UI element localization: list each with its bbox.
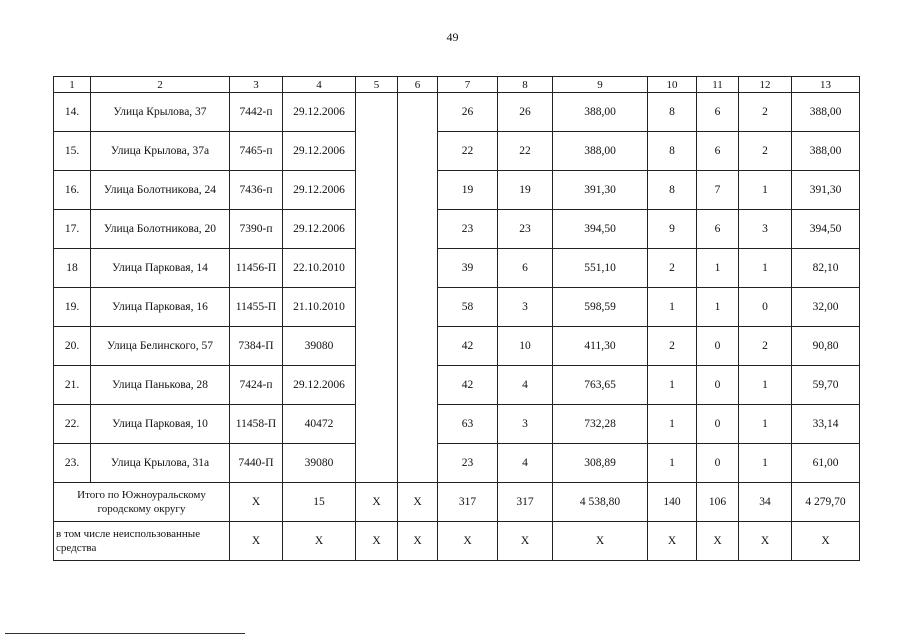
table-cell: 3: [739, 210, 792, 249]
table-cell: 388,00: [792, 132, 860, 171]
total-cell: Х: [356, 483, 398, 522]
total-cell: 140: [648, 483, 697, 522]
table-cell: 11458-П: [230, 405, 283, 444]
table-cell: 10: [498, 327, 553, 366]
table-cell: 1: [739, 249, 792, 288]
column-number: 11: [697, 77, 739, 93]
table-cell: 2: [739, 327, 792, 366]
table-cell: 32,00: [792, 288, 860, 327]
unused-funds-cell: Х: [398, 522, 438, 561]
table-row: [54, 210, 860, 249]
table-cell: 6: [697, 210, 739, 249]
table-cell: 1: [739, 444, 792, 483]
table-cell: 11455-П: [230, 288, 283, 327]
table-cell: 732,28: [553, 405, 648, 444]
column-number: 8: [498, 77, 553, 93]
table-cell: 391,30: [553, 171, 648, 210]
table-row: [54, 327, 860, 366]
table-cell: 39080: [283, 444, 356, 483]
unused-funds-cell: Х: [230, 522, 283, 561]
table-row: [54, 288, 860, 327]
table-row: [54, 249, 860, 288]
column-number-row: [54, 77, 860, 93]
table-cell: Улица Белинского, 57: [91, 327, 230, 366]
table-cell: Улица Крылова, 37: [91, 93, 230, 132]
table-cell: 598,59: [553, 288, 648, 327]
table-cell: 2: [739, 93, 792, 132]
table-cell: 16.: [54, 171, 91, 210]
table-cell: 29.12.2006: [283, 171, 356, 210]
table-cell: 11456-П: [230, 249, 283, 288]
column-number: 12: [739, 77, 792, 93]
table-cell: 391,30: [792, 171, 860, 210]
table-cell: 40472: [283, 405, 356, 444]
table-cell: 308,89: [553, 444, 648, 483]
table-cell: 20.: [54, 327, 91, 366]
table-cell: 0: [739, 288, 792, 327]
table-cell: 29.12.2006: [283, 93, 356, 132]
table-cell: 23: [438, 210, 498, 249]
table-cell: 7440-П: [230, 444, 283, 483]
table-cell: 21.10.2010: [283, 288, 356, 327]
unused-funds-cell: Х: [438, 522, 498, 561]
page-number: 49: [446, 30, 459, 44]
data-table: [53, 76, 860, 561]
unused-funds-cell: Х: [498, 522, 553, 561]
table-cell: 3: [498, 288, 553, 327]
total-cell: Х: [398, 483, 438, 522]
table-cell: 551,10: [553, 249, 648, 288]
table-cell: Улица Парковая, 10: [91, 405, 230, 444]
table-cell: 7390-п: [230, 210, 283, 249]
table-cell: 388,00: [792, 93, 860, 132]
table-row: [54, 444, 860, 483]
table-cell: 17.: [54, 210, 91, 249]
unused-funds-cell: Х: [283, 522, 356, 561]
column-number: 6: [398, 77, 438, 93]
table-row: [54, 405, 860, 444]
footer-rule: [5, 633, 245, 634]
table-cell: 15.: [54, 132, 91, 171]
table-cell: 388,00: [553, 132, 648, 171]
empty-merged-cell: [398, 93, 438, 483]
table-cell: 1: [739, 405, 792, 444]
column-number: 2: [91, 77, 230, 93]
table-cell: 7424-п: [230, 366, 283, 405]
unused-funds-label: в том числе неиспользованные средства: [54, 522, 230, 561]
table-cell: 388,00: [553, 93, 648, 132]
table-cell: 0: [697, 405, 739, 444]
table-cell: 1: [648, 288, 697, 327]
table-cell: 2: [739, 132, 792, 171]
table-cell: 2: [648, 327, 697, 366]
table-cell: 33,14: [792, 405, 860, 444]
table-cell: 42: [438, 366, 498, 405]
column-number: 13: [792, 77, 860, 93]
table-cell: 8: [648, 171, 697, 210]
table-cell: 7442-п: [230, 93, 283, 132]
table-cell: 763,65: [553, 366, 648, 405]
total-cell: 106: [697, 483, 739, 522]
table-cell: 14.: [54, 93, 91, 132]
table-cell: Улица Парковая, 14: [91, 249, 230, 288]
table-cell: 42: [438, 327, 498, 366]
unused-funds-cell: Х: [792, 522, 860, 561]
unused-funds-cell: Х: [648, 522, 697, 561]
table-cell: 26: [498, 93, 553, 132]
table-cell: 1: [648, 444, 697, 483]
table-cell: Улица Панькова, 28: [91, 366, 230, 405]
column-number: 7: [438, 77, 498, 93]
table-cell: 22: [438, 132, 498, 171]
table-cell: 1: [739, 171, 792, 210]
table-cell: 39080: [283, 327, 356, 366]
table-cell: 26: [438, 93, 498, 132]
table-cell: 22.10.2010: [283, 249, 356, 288]
table-cell: 61,00: [792, 444, 860, 483]
table-cell: 394,50: [553, 210, 648, 249]
table-row: [54, 171, 860, 210]
total-cell: 15: [283, 483, 356, 522]
table-cell: 1: [697, 288, 739, 327]
table-cell: 1: [739, 366, 792, 405]
table-cell: 23: [438, 444, 498, 483]
table-cell: 19.: [54, 288, 91, 327]
unused-funds-cell: Х: [697, 522, 739, 561]
table-cell: 29.12.2006: [283, 132, 356, 171]
table-cell: 6: [697, 132, 739, 171]
table-cell: 90,80: [792, 327, 860, 366]
table-cell: 19: [438, 171, 498, 210]
table-cell: 1: [648, 405, 697, 444]
table-cell: Улица Парковая, 16: [91, 288, 230, 327]
table-cell: 7465-п: [230, 132, 283, 171]
unused-funds-cell: Х: [553, 522, 648, 561]
table-cell: 0: [697, 327, 739, 366]
table-cell: 23.: [54, 444, 91, 483]
empty-merged-cell: [356, 93, 398, 483]
table-cell: Улица Болотникова, 20: [91, 210, 230, 249]
table-cell: 29.12.2006: [283, 210, 356, 249]
table-cell: 0: [697, 366, 739, 405]
table-cell: 82,10: [792, 249, 860, 288]
column-number: 9: [553, 77, 648, 93]
total-cell: 317: [498, 483, 553, 522]
table-cell: 23: [498, 210, 553, 249]
unused-funds-row: [54, 522, 860, 561]
table-cell: 8: [648, 93, 697, 132]
total-row: [54, 483, 860, 522]
table-cell: 29.12.2006: [283, 366, 356, 405]
table-cell: Улица Крылова, 31а: [91, 444, 230, 483]
table-cell: Улица Болотникова, 24: [91, 171, 230, 210]
table-cell: 22: [498, 132, 553, 171]
table-cell: 8: [648, 132, 697, 171]
table-cell: 59,70: [792, 366, 860, 405]
table-cell: 7: [697, 171, 739, 210]
unused-funds-cell: Х: [739, 522, 792, 561]
table-cell: 18: [54, 249, 91, 288]
table-cell: 6: [697, 93, 739, 132]
table-cell: 7384-П: [230, 327, 283, 366]
table-cell: 4: [498, 444, 553, 483]
table-cell: 39: [438, 249, 498, 288]
column-number: 1: [54, 77, 91, 93]
table-cell: 1: [648, 366, 697, 405]
total-label: Итого по Южноуральскому городскому округу: [54, 483, 230, 522]
column-number: 5: [356, 77, 398, 93]
table-cell: 63: [438, 405, 498, 444]
table-cell: 3: [498, 405, 553, 444]
unused-funds-cell: Х: [356, 522, 398, 561]
table-cell: 1: [697, 249, 739, 288]
total-cell: Х: [230, 483, 283, 522]
column-number: 10: [648, 77, 697, 93]
table-cell: 58: [438, 288, 498, 327]
table-cell: 4: [498, 366, 553, 405]
total-cell: 4 279,70: [792, 483, 860, 522]
column-number: 3: [230, 77, 283, 93]
total-cell: 317: [438, 483, 498, 522]
table-cell: 19: [498, 171, 553, 210]
table-cell: Улица Крылова, 37а: [91, 132, 230, 171]
table-cell: 411,30: [553, 327, 648, 366]
table-row: [54, 132, 860, 171]
table-cell: 21.: [54, 366, 91, 405]
table-row: [54, 93, 860, 132]
table-cell: 6: [498, 249, 553, 288]
total-cell: 4 538,80: [553, 483, 648, 522]
table-row: [54, 366, 860, 405]
table-cell: 7436-п: [230, 171, 283, 210]
table-cell: 22.: [54, 405, 91, 444]
table-cell: 9: [648, 210, 697, 249]
column-number: 4: [283, 77, 356, 93]
total-cell: 34: [739, 483, 792, 522]
table-cell: 394,50: [792, 210, 860, 249]
table-cell: 0: [697, 444, 739, 483]
table-cell: 2: [648, 249, 697, 288]
